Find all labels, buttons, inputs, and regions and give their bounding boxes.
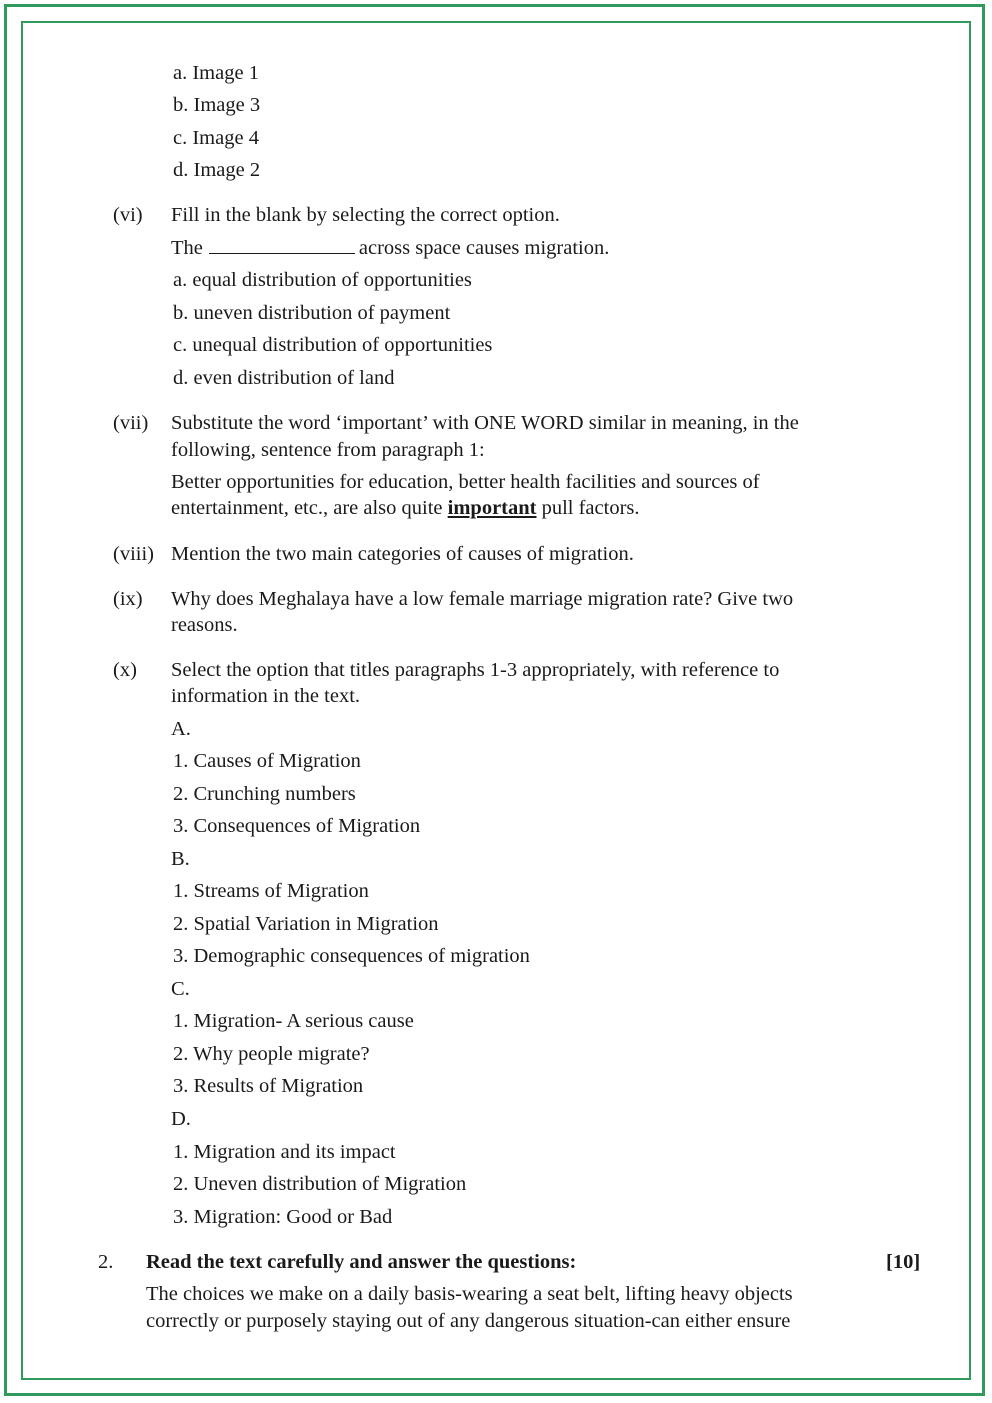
group-c-item-3: 3. Results of Migration <box>173 1075 364 1097</box>
quote-before: entertainment, etc., are also quite <box>171 497 443 519</box>
question-number-vi: (vi) <box>113 204 143 226</box>
question-text-vi: Fill in the blank by selecting the correct option. <box>171 204 560 226</box>
group-d-item-1: 1. Migration and its impact <box>173 1141 396 1163</box>
group-a-item-1: 1. Causes of Migration <box>173 750 361 772</box>
q5-option-d: d. Image 2 <box>173 159 261 181</box>
group-b-item-3: 3. Demographic consequences of migration <box>173 945 530 967</box>
q5-option-b: b. Image 3 <box>173 94 261 116</box>
q6-option-b: b. uneven distribution of payment <box>173 302 451 324</box>
question-number-x: (x) <box>113 659 137 681</box>
fill-blank-sentence <box>171 235 609 261</box>
sentence-after: across space causes migration. <box>358 237 610 259</box>
group-c-item-2: 2. Why people migrate? <box>173 1043 370 1065</box>
question-number-ix: (ix) <box>113 588 143 610</box>
group-label-c: C. <box>171 978 190 1000</box>
group-d-item-3: 3. Migration: Good or Bad <box>173 1206 393 1228</box>
blank-line <box>209 235 355 254</box>
group-c-item-1: 1. Migration- A serious cause <box>173 1010 414 1032</box>
quote-line2 <box>171 495 640 521</box>
keyword-important: important <box>447 497 537 519</box>
section-number-2: 2. <box>98 1251 114 1273</box>
section-2-marks: [10] <box>886 1251 921 1273</box>
quote-line1: Better opportunities for education, better health facilities and sources of <box>171 471 760 493</box>
group-d-item-2: 2. Uneven distribution of Migration <box>173 1173 467 1195</box>
question-text-viii: Mention the two main categories of causes of migration. <box>171 543 634 565</box>
question-text-vii-line2: following, sentence from paragraph 1: <box>171 439 485 461</box>
group-label-b: B. <box>171 848 190 870</box>
q6-option-d: d. even distribution of land <box>173 367 395 389</box>
question-text-vii-line1: Substitute the word ‘important’ with ONE WORD similar in meaning, in the <box>171 412 799 434</box>
group-b-item-2: 2. Spatial Variation in Migration <box>173 913 439 935</box>
group-label-a: A. <box>171 718 191 740</box>
group-b-item-1: 1. Streams of Migration <box>173 880 369 902</box>
question-text-ix-line2: reasons. <box>171 614 238 636</box>
passage-line1: The choices we make on a daily basis-wearing a seat belt, lifting heavy objects <box>146 1283 793 1305</box>
q5-option-a: a. Image 1 <box>173 62 259 84</box>
q6-option-c: c. unequal distribution of opportunities <box>173 334 493 356</box>
group-a-item-2: 2. Crunching numbers <box>173 783 356 805</box>
question-text-x-line2: information in the text. <box>171 685 361 707</box>
sentence-before: The <box>171 237 203 259</box>
quote-after: pull factors. <box>541 497 640 519</box>
question-number-viii: (viii) <box>113 543 154 565</box>
q6-option-a: a. equal distribution of opportunities <box>173 269 472 291</box>
passage-line2: correctly or purposely staying out of any dangerous situation-can either ensure <box>146 1310 791 1332</box>
question-number-vii: (vii) <box>113 412 149 434</box>
group-a-item-3: 3. Consequences of Migration <box>173 815 421 837</box>
question-text-x-line1: Select the option that titles paragraphs 1-3 appropriately, with reference to <box>171 659 780 681</box>
group-label-d: D. <box>171 1108 191 1130</box>
question-text-ix-line1: Why does Meghalaya have a low female marriage migration rate? Give two <box>171 588 794 610</box>
section-2-heading: Read the text carefully and answer the questions: <box>146 1251 577 1273</box>
q5-option-c: c. Image 4 <box>173 127 259 149</box>
